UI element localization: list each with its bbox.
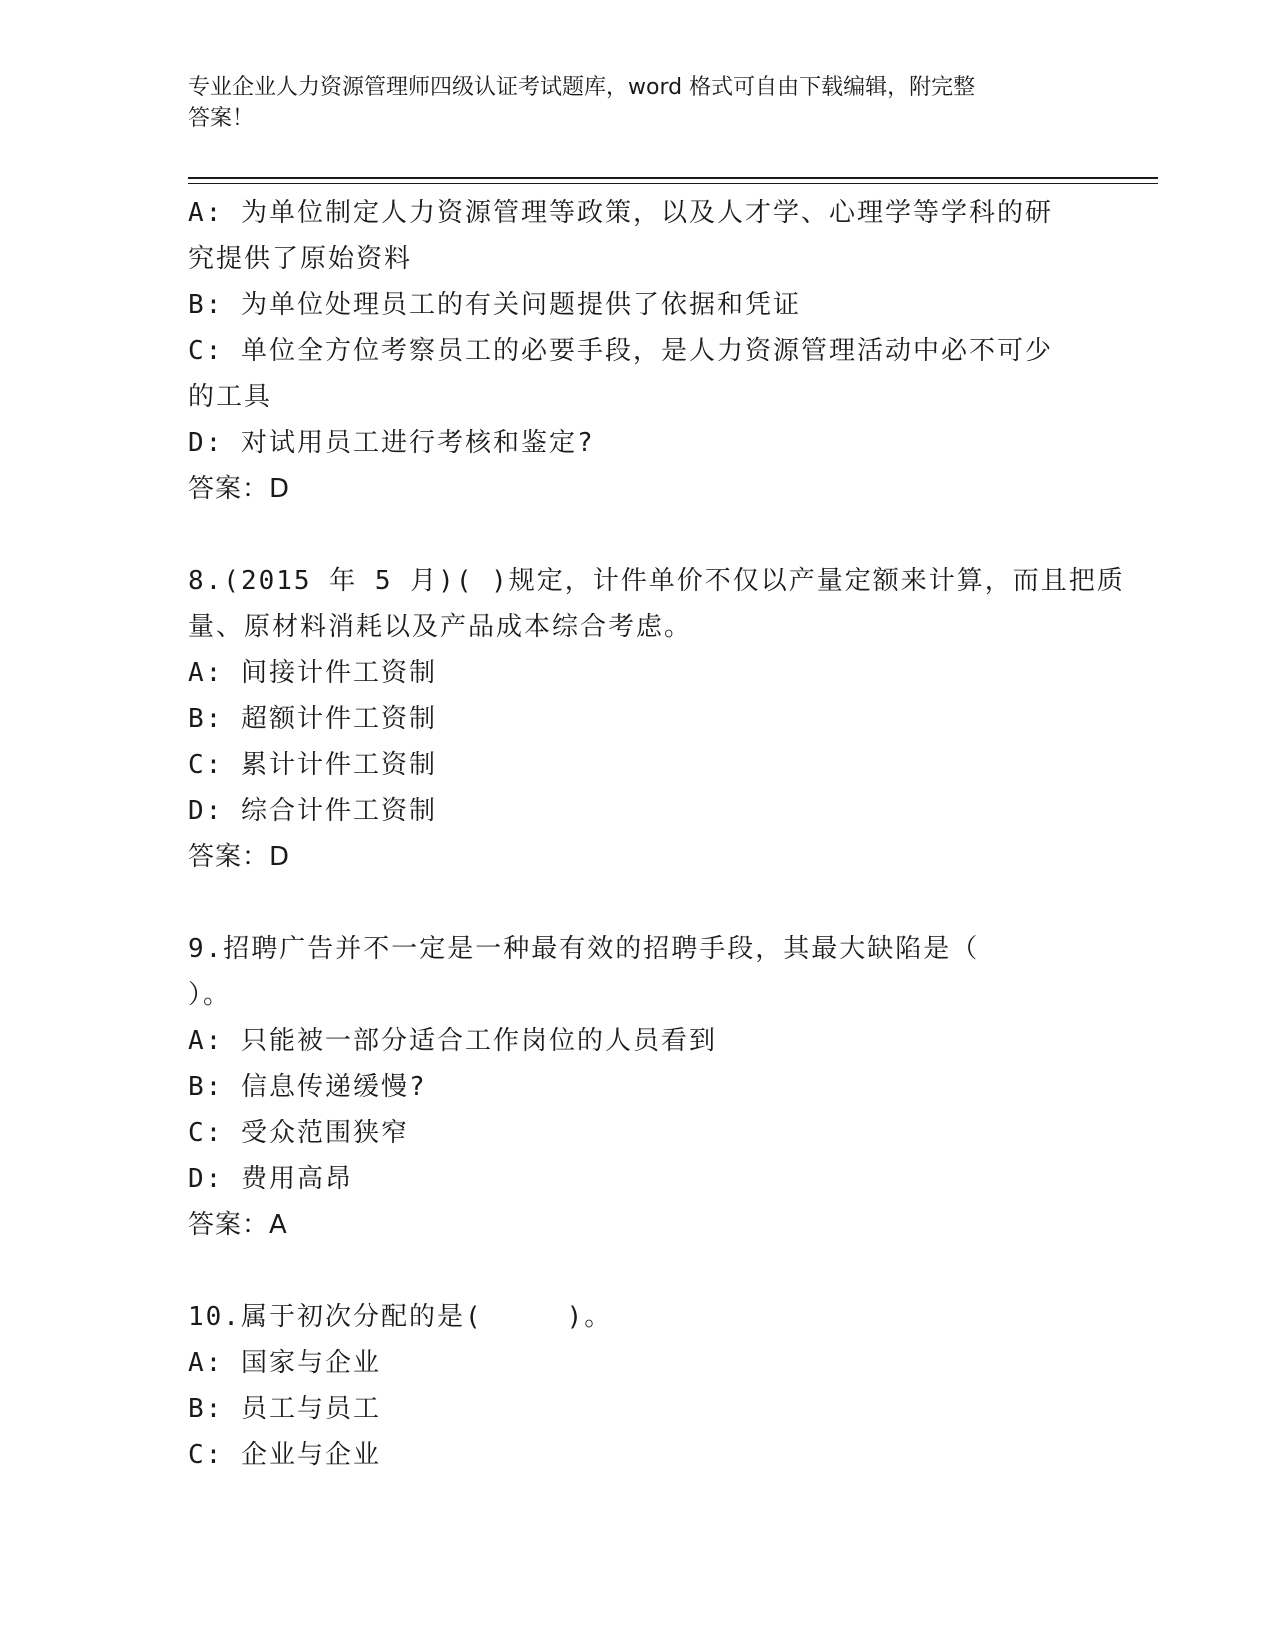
option-b: B: 为单位处理员工的有关问题提供了依据和凭证 [188, 290, 801, 320]
option-c-line-1: C: 单位全方位考察员工的必要手段，是人力资源管理活动中必不可少 [188, 336, 1053, 366]
option-a: A: 间接计件工资制 [188, 658, 437, 688]
option-b: B: 信息传递缓慢? [188, 1072, 427, 1102]
option-c-line-2: 的工具 [188, 382, 273, 412]
question-list [188, 190, 1125, 1478]
option-a: A: 国家与企业 [188, 1348, 381, 1378]
header-line-2: 答案！ [188, 106, 255, 131]
answer: 答案：A [188, 1210, 288, 1240]
question-10 [188, 1294, 1088, 1478]
question-9 [188, 926, 1088, 1248]
question-8 [188, 558, 1125, 880]
question-stem-line-2: 量、原材料消耗以及产品成本综合考虑。 [188, 612, 693, 642]
question-stem: 10.属于初次分配的是( )。 [188, 1302, 613, 1332]
answer: 答案：D [188, 842, 291, 872]
option-c: C: 累计计件工资制 [188, 750, 437, 780]
option-a-line-2: 究提供了原始资料 [188, 244, 413, 274]
question-stem-line-1: 9.招聘广告并不一定是一种最有效的招聘手段，其最大缺陷是（ [188, 934, 980, 964]
option-d: D: 对试用员工进行考核和鉴定? [188, 428, 595, 458]
option-c: C: 企业与企业 [188, 1440, 381, 1470]
option-d: D: 费用高昂 [188, 1164, 353, 1194]
option-a-line-1: A: 为单位制定人力资源管理等政策，以及人才学、心理学等学科的研 [188, 198, 1053, 228]
option-d: D: 综合计件工资制 [188, 796, 437, 826]
option-c: C: 受众范围狭窄 [188, 1118, 409, 1148]
question-stem-line-2: ）。 [188, 980, 232, 1010]
header-rule-thick [188, 177, 1158, 179]
document-header [188, 72, 1088, 134]
question-stem-line-1: 8.(2015 年 5 月)( )规定，计件单价不仅以产量定额来计算，而且把质 [188, 566, 1125, 596]
option-a: A: 只能被一部分适合工作岗位的人员看到 [188, 1026, 717, 1056]
option-b: B: 员工与员工 [188, 1394, 381, 1424]
header-rule-thin [188, 183, 1158, 184]
question-7 [188, 190, 1088, 512]
option-b: B: 超额计件工资制 [188, 704, 437, 734]
answer: 答案：D [188, 474, 291, 504]
header-line-1: 专业企业人力资源管理师四级认证考试题库，word 格式可自由下载编辑，附完整 [188, 75, 976, 100]
